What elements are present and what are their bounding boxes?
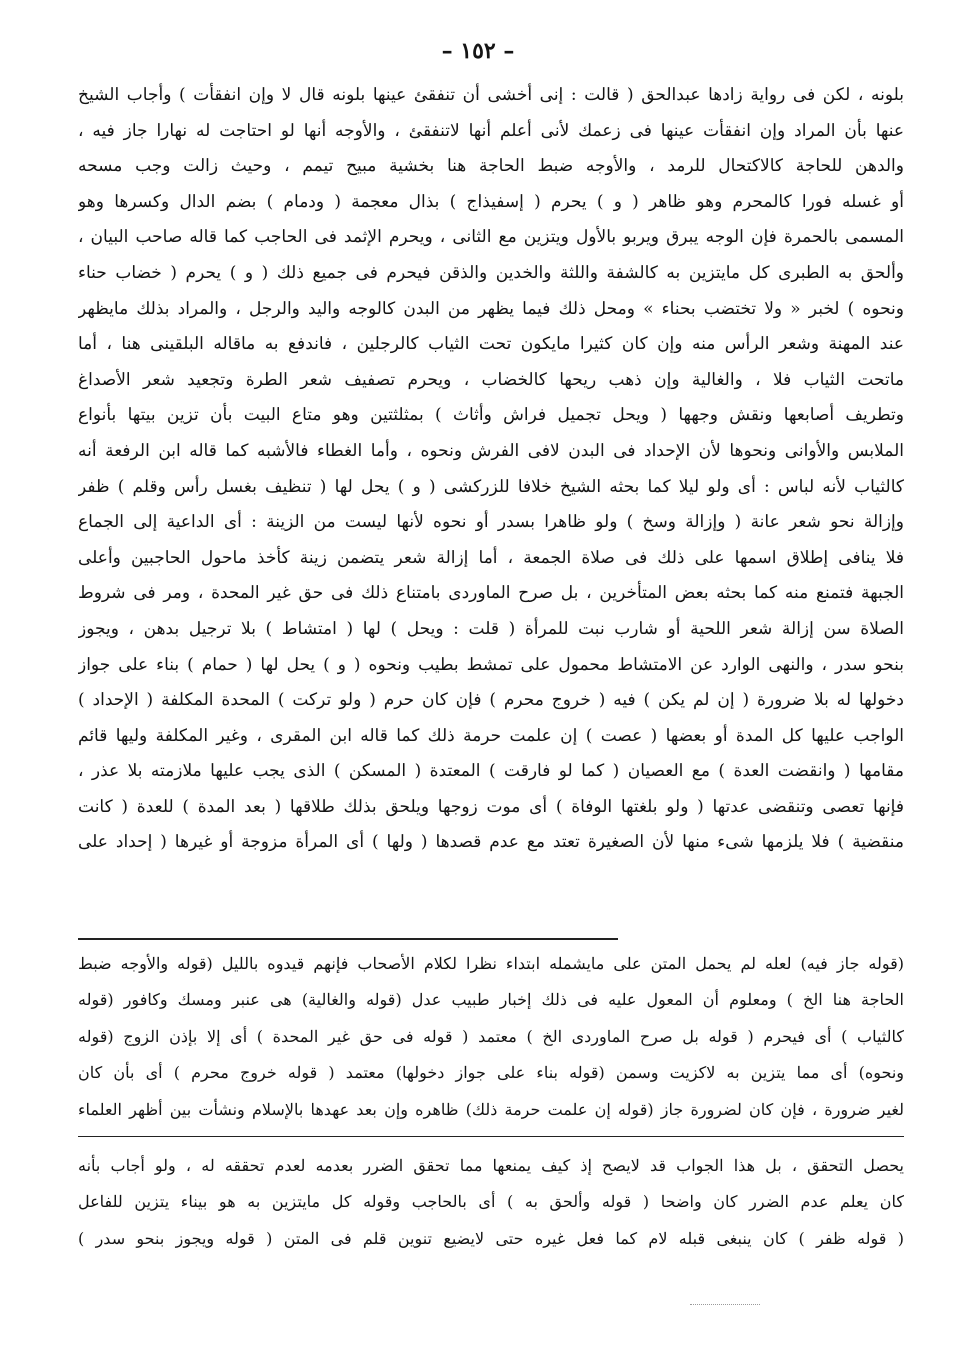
page-number: – ١٥٢ – — [441, 38, 515, 64]
body-line: المسمى بالحمرة فإن الوجه يبرق ويربو بالأول ويتزين مع الثانى ، ويحرم الإثمد فى الحاجب كما قاله صاحب البيان ، — [78, 227, 904, 248]
body-line: الصلاة سن إزالة شعر اللحية أو شارب نبت للمرأة ( قلت : ويحل ) لها ( امتشاط ) بلا ترجيل بدهن ، ويجوز — [78, 618, 904, 639]
margin-notes-section — [78, 946, 904, 1128]
body-line: الملابس والأوانى ونحوها لأن الإحداد فى البدن لافى الفرش ونحوه ، وأما الغطاء فالأشبه كما قاله ابن الرفعة أنه — [78, 440, 904, 461]
body-line: أو غسله فورا كالمحرم وهو ظاهر ( و ) يحرم ( إسفيذاج ) بذال معجمة ( ودمام ) بضم الدال وكسرها وهو — [78, 191, 904, 212]
main-body-text — [78, 78, 904, 861]
body-line: عنها بأن المراد وإن انفقأت عينها فى زعمك لأنى أعلم أنها لاتنفقئ ، والأوجه أنها لو احتاجت له نهارا جاز فيه ، — [78, 120, 904, 141]
body-line: وألحق به الطبرى كل مايتزين به كالشفة واللثة والخدين والذقن فيحرم فى جميع ذلك ( و ) يحرم ( خضاب حناء — [78, 262, 904, 283]
body-line: وتطريف أصابعها ونقش وجهها ( ويحل تجميل فراش وأثاث ) بمثلثتين وهو متاع البيت بأن تزين بيتها بأنواع — [78, 405, 904, 426]
note-line: لغير ضرورة ، فإن كان لضرورة جاز (قوله إن علمت حرمة ذلك) ظاهره وإن بعد عهدها بالإسلام ونشأت بين أظهر العلماء — [78, 1099, 904, 1119]
section-divider — [78, 1136, 904, 1137]
note-line: ونحوه) أى مما يتزين به لاكزيت وسمن (قوله بناء على جواز دخولها) معتمد ( قوله خروج محرم ) أى بأن كان — [78, 1063, 904, 1083]
body-line: عند المهنة وشعر الرأس منه وإن كان كثيرا مايكون تحت الثياب كالرجلين ، فاندفع به ماقاله البلقينى هنا ، أما — [78, 334, 904, 355]
footnote-divider — [78, 938, 618, 940]
body-line: الجبهة فتمنع منه كما بحثه بعض المتأخرين ، بل صرح الماوردى بامتناع ذلك فى حق غير المحدة ، ومر فى شروط — [78, 583, 904, 604]
body-line: الواجب عليها كل المدة أو بعضها ( عصت ) إن علمت حرمة ذلك كما قاله ابن المقرى ، وغير المكلفة وليها قائم — [78, 725, 904, 746]
body-line: بنحو سدر ، والنهى الوارد عن الامتشاط محمول على تمشط بطيب ونحوه ( و ) يحل لها ( حمام ) بناء على جواز — [78, 654, 904, 675]
body-line: ماتحت الثياب فلا ، والغالية وإن ذهب ريحها كالخضاب ، ويحرم تصفيف شعر الطرة وتجعيد شعر الأصداغ — [78, 369, 904, 390]
body-line: مقامها ( وانقضت العدة ) مع العصيان ( كما لو فارقت ) المعتدة ( المسكن ) الذى يجب عليها ملازمته بلا عذر ، — [78, 761, 904, 782]
body-line: وإزالة نحو شعر عانة ( وإزالة وسخ ) ولو ظاهرا بسدر أو نحوه لأنها ليست من الزينة : أى الداعية إلى الجماع — [78, 512, 904, 533]
note-line: الحاجة هنا الخ ) ومعلوم أن المعول عليه فى ذلك إخبار طبيب عدل (قوله والغالية) هى عنبر ومسك وكافور (قوله — [78, 990, 904, 1010]
note-line: يحصل التحقق ، بل هذا الجواب قد لايصح إذ كيف يمنعها مما تحقق الضرر بعدمه لعدم تحققه له ، ولو أجاب بأنه — [78, 1156, 904, 1175]
body-line: والدهن للحاجة كالاكتحال للرمد ، والأوجه ضبط الحاجة هنا بخشية مبيح تيمم ، وحيث زالت وجب مسحه — [78, 156, 904, 177]
body-line: منقضية ) فلا يلزمها شىء منها لأن الصغيرة تعتد مع عدم قصدها ( ولها ) أى المرأة مزوجة أو غيرها ( إحداد على — [78, 832, 904, 853]
note-line: كالثياب ) أى فيحرم ( قوله بل صرح الماوردى الخ ) معتمد ( قوله فى حق غير المحدة ) أى إلا بإذن الزوج (قوله — [78, 1026, 904, 1046]
body-line: دخولها له بلا ضرورة ( إن لم يكن ) فيه ( خروج محرم ) فإن كان حرم ( ولو تركت ) المحدة المكلفة ( الإحداد ) — [78, 690, 904, 711]
note-line: كان يعلم عدم الضرر كان واضحا ( قوله وألحق به ) أى بالحاجب وقوله كل مايتزين به هو بيناء يتزين للفاعل — [78, 1192, 904, 1212]
scan-artifact — [690, 1304, 760, 1305]
commentary-notes-section — [78, 1148, 904, 1257]
body-line: بلونه ، لكن فى رواية زادها عبدالحق ( قالت : إنى أخشى أن تنفقئ عينها بلونه قال لا وإن انفقأت ) وأجاب الشيخ — [78, 85, 904, 105]
body-line: فإنها تعصى وتنقضى عدتها ( ولو بلغتها الوفاة ) أى موت زوجها ويلحق بذلك طلاقها ( بعد المدة ) للعدة ( كانت — [78, 796, 904, 817]
body-line: ونحوه ) لخبر « ولا تختضب بحناء » ومحل ذلك فيما يظهر من البدن كالوجه واليد والرجل ، والمراد بذلك مايظهر — [78, 298, 904, 319]
note-line: (قوله جاز فيه) لعله لم يحمل المتن على مايشمله ابتداء نظرا لكلام الأصحاب فإنهم قيدوه بالليل (قوله والأوجه ضبط — [78, 954, 904, 973]
body-line: كالثياب لأنه لباس : أى ولو ليلا كما بحثه الشيخ خلافا للزركشى ( و ) يحل لها ( تنظيف بغسل رأس وقلم ) ظفر — [78, 476, 904, 497]
body-line: فلا ينافى إطلاق اسمها على ذلك فى صلاة الجمعة ، أما إزالة شعر يتضمن زينة كأخذ ماحول الحاجبين وأعلى — [78, 547, 904, 568]
note-line: ( قوله ظفر ) كان ينبغى قبله لام كما فعل غيره حتى لايضيع تنوين قلم فى المتن ( قوله ويجوز بنحو سدر ) — [78, 1228, 904, 1248]
